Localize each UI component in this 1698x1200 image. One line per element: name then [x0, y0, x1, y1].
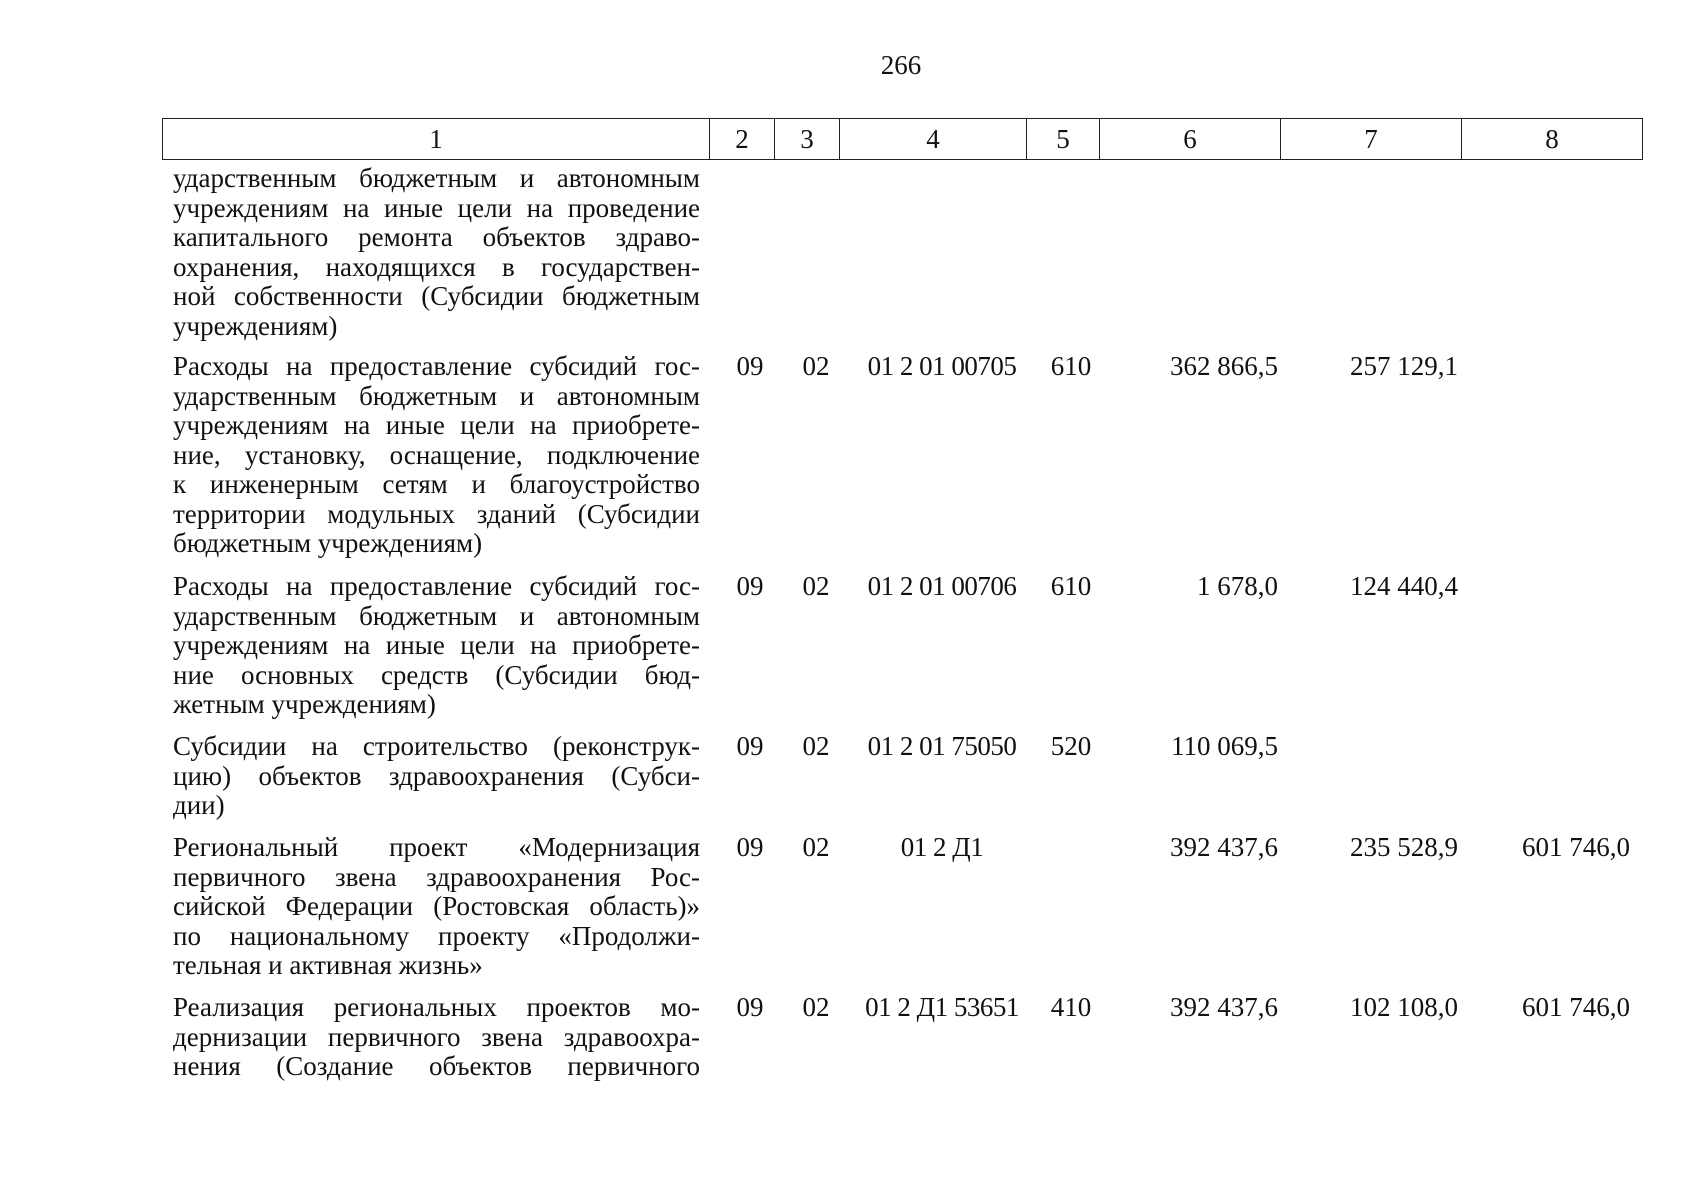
description-line: дии) — [173, 790, 225, 820]
description-line: Субсидии на строительство (реконструк- — [173, 731, 700, 761]
section-code: 09 — [736, 731, 764, 761]
row-description — [173, 833, 700, 981]
description-line: ние основных средств (Субсидии бюд- — [173, 659, 700, 690]
description-line: охранения, находящихся в государствен- — [173, 251, 700, 282]
subsection-code: 02 — [802, 992, 830, 1022]
description-line: Расходы на предоставление субсидий гос- — [173, 351, 700, 381]
column-header-6: 6 — [1100, 119, 1281, 160]
section-code: 09 — [736, 992, 764, 1022]
description-line: учреждениям на иные цели на приобрете- — [173, 410, 700, 440]
description-line: жетным учреждениям) — [173, 689, 436, 719]
description-line: учреждениям) — [173, 310, 338, 341]
column-header-8: 8 — [1462, 119, 1643, 160]
row-description — [173, 732, 700, 821]
amount-column-6: 110 069,5 — [1171, 731, 1278, 761]
expense-type-code: 410 — [1050, 992, 1092, 1022]
expense-type-code: 610 — [1050, 351, 1092, 381]
amount-column-6: 392 437,6 — [1170, 992, 1278, 1022]
target-article-code: 01 2 01 00705 — [867, 351, 1017, 381]
column-header-5: 5 — [1027, 119, 1100, 160]
column-header-7: 7 — [1281, 119, 1462, 160]
description-line: Реализация региональных проектов мо- — [173, 992, 700, 1022]
description-line: Расходы на предоставление субсидий гос- — [173, 571, 700, 601]
target-article-code: 01 2 Д1 — [900, 832, 984, 862]
amount-column-7: 235 528,9 — [1350, 832, 1458, 862]
description-line: первичного звена здравоохранения Рос- — [173, 861, 700, 892]
description-line: ние, установку, оснащение, подключение — [173, 439, 700, 470]
column-header-1: 1 — [163, 119, 710, 160]
expense-type-code: 520 — [1050, 731, 1092, 761]
amount-column-8: 601 746,0 — [1522, 832, 1630, 862]
description-line: дернизации первичного звена здравоохра- — [173, 1021, 700, 1052]
description-line: ударственным бюджетным и автономным — [173, 163, 700, 193]
description-line: по национальному проекту «Продолжи- — [173, 920, 700, 951]
description-line: ударственным бюджетным и автономным — [173, 380, 700, 411]
description-line: бюджетным учреждениям) — [173, 528, 483, 558]
row-description — [173, 164, 700, 341]
target-article-code: 01 2 Д1 53651 — [865, 992, 1019, 1022]
subsection-code: 02 — [802, 571, 830, 601]
amount-column-7: 124 440,4 — [1350, 571, 1458, 601]
subsection-code: 02 — [802, 351, 830, 381]
section-code: 09 — [736, 351, 764, 381]
subsection-code: 02 — [802, 731, 830, 761]
description-line: ударственным бюджетным и автономным — [173, 600, 700, 631]
expense-type-code: 610 — [1050, 571, 1092, 601]
section-code: 09 — [736, 832, 764, 862]
page-number: 266 — [880, 50, 922, 80]
amount-column-6: 362 866,5 — [1170, 351, 1278, 381]
amount-column-6: 1 678,0 — [1197, 571, 1278, 601]
column-header-3: 3 — [775, 119, 840, 160]
target-article-code: 01 2 01 75050 — [867, 731, 1017, 761]
amount-column-7: 102 108,0 — [1350, 992, 1458, 1022]
description-line: нения (Создание объектов первичного — [173, 1051, 700, 1081]
description-line: тельная и активная жизнь» — [173, 950, 483, 980]
row-description — [173, 352, 700, 559]
row-description — [173, 572, 700, 720]
column-header-2: 2 — [710, 119, 775, 160]
subsection-code: 02 — [802, 832, 830, 862]
description-line: к инженерным сетям и благоустройство — [173, 469, 700, 499]
description-line: капитального ремонта объектов здраво- — [173, 222, 700, 252]
column-header-4: 4 — [840, 119, 1027, 160]
amount-column-6: 392 437,6 — [1170, 832, 1278, 862]
description-line: территории модульных зданий (Субсидии — [173, 498, 700, 529]
description-line: сийской Федерации (Ростовская область)» — [173, 891, 700, 921]
description-line: цию) объектов здравоохранения (Субси- — [173, 760, 700, 791]
description-line: учреждениям на иные цели на проведение — [173, 192, 700, 223]
amount-column-7: 257 129,1 — [1350, 351, 1458, 381]
description-line: учреждениям на иные цели на приобрете- — [173, 630, 700, 660]
target-article-code: 01 2 01 00706 — [867, 571, 1017, 601]
column-header-row — [162, 118, 1643, 160]
amount-column-8: 601 746,0 — [1522, 992, 1630, 1022]
description-line: Региональный проект «Модернизация — [173, 832, 700, 862]
description-line: ной собственности (Субсидии бюджетным — [173, 281, 700, 311]
section-code: 09 — [736, 571, 764, 601]
row-description — [173, 993, 700, 1082]
